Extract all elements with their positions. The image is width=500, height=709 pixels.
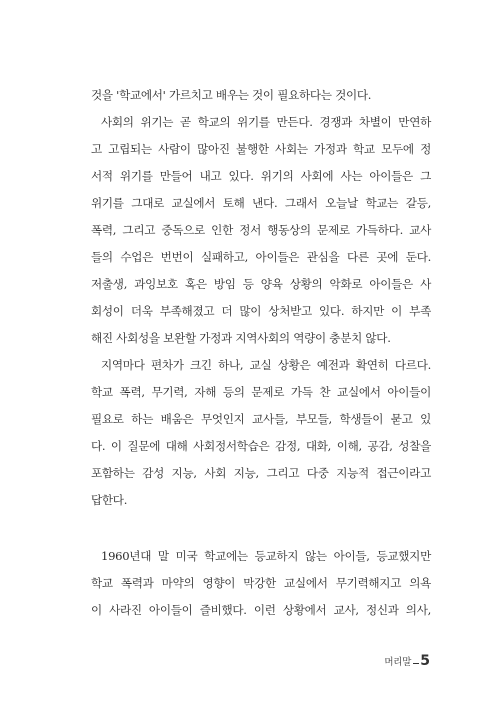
paragraph (91, 109, 431, 352)
text-line: 고 고립되는 사람이 많아진 불행한 사회는 가정과 학교 모두에 정 (91, 142, 431, 156)
text-line: 사회의 위기는 곧 학교의 위기를 만든다. 경쟁과 차별이 만연하 (101, 115, 431, 129)
page-footer (384, 653, 430, 669)
text-line: 1960년대 말 미국 학교에는 등교하지 않는 아이들, 등교했지만 (101, 549, 431, 563)
text-line: 들의 수업은 번번이 실패하고, 아이들은 관심을 다른 곳에 둔다. (91, 250, 431, 264)
footer-underscore (413, 663, 419, 664)
text-line: 회성이 더욱 부족해졌고 더 많이 상처받고 있다. 하지만 이 부족 (91, 304, 431, 318)
text-line: 포함하는 감성 지능, 사회 지능, 그리고 다중 지능적 접근이라고 (91, 466, 431, 480)
paragraph (91, 82, 431, 109)
text-line: 학교 폭력, 무기력, 자해 등의 문제로 가득 찬 교실에서 아이들이 (91, 385, 431, 399)
text-line: 해진 사회성을 보완할 가정과 지역사회의 역량이 충분치 않다. (91, 331, 391, 345)
footer-section-label: 머리말 (384, 657, 412, 668)
text-line: 서적 위기를 만들어 내고 있다. 위기의 사회에 사는 아이들은 그 (91, 169, 431, 183)
paragraph (91, 352, 431, 514)
text-line: 답한다. (91, 493, 128, 507)
text-line: 위기를 그대로 교실에서 토해 낸다. 그래서 오늘날 학교는 갈등, (91, 196, 431, 210)
text-line: 필요로 하는 배움은 무엇인지 교사들, 부모들, 학생들이 묻고 있 (91, 412, 431, 426)
text-line: 것을 '학교에서' 가르치고 배우는 것이 필요하다는 것이다. (91, 88, 372, 102)
text-line: 저출생, 과잉보호 혹은 방임 등 양육 상황의 악화로 아이들은 사 (91, 277, 431, 291)
paragraph-gap (91, 514, 431, 543)
text-line: 다. 이 질문에 대해 사회정서학습은 감정, 대화, 이해, 공감, 성찰을 (91, 439, 431, 453)
page-body (91, 82, 431, 624)
paragraph (91, 543, 431, 624)
text-line: 폭력, 그리고 중독으로 인한 정서 행동상의 문제로 가득하다. 교사 (91, 223, 431, 237)
text-line: 이 사라진 아이들이 즐비했다. 이런 상황에서 교사, 정신과 의사, (91, 603, 431, 617)
text-line: 지역마다 편차가 크긴 하나, 교실 상황은 예전과 확연히 다르다. (101, 358, 431, 372)
page-number: 5 (420, 653, 430, 669)
text-line: 학교 폭력과 마약의 영향이 막강한 교실에서 무기력해지고 의욕 (91, 576, 431, 590)
